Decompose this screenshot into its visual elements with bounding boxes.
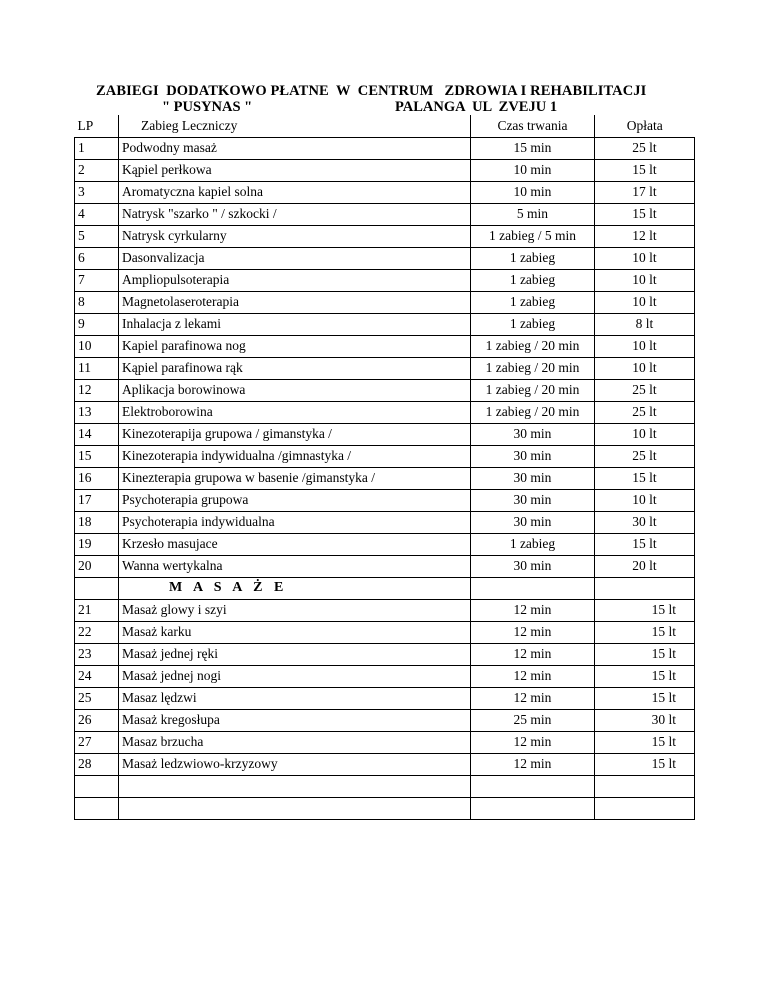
row-price: 10 lt <box>595 423 695 445</box>
row-lp: 2 <box>75 159 119 181</box>
row-duration: 5 min <box>471 203 595 225</box>
row-treatment: Natrysk "szarko " / szkocki / <box>119 203 471 225</box>
row-lp: 15 <box>75 445 119 467</box>
row-duration: 30 min <box>471 445 595 467</box>
row-duration: 30 min <box>471 511 595 533</box>
row-duration: 12 min <box>471 643 595 665</box>
table-row <box>75 643 695 665</box>
row-lp: 21 <box>75 599 119 621</box>
empty-row <box>75 797 695 819</box>
row-lp: 13 <box>75 401 119 423</box>
row-treatment: Kąpiel perłkowa <box>119 159 471 181</box>
row-price: 20 lt <box>595 555 695 577</box>
table-row <box>75 203 695 225</box>
table-row <box>75 181 695 203</box>
table-row <box>75 291 695 313</box>
row-lp: 16 <box>75 467 119 489</box>
row-duration: 10 min <box>471 181 595 203</box>
row-treatment: Inhalacja z lekami <box>119 313 471 335</box>
table-row <box>75 225 695 247</box>
row-price: 10 lt <box>595 291 695 313</box>
row-duration: 1 zabieg / 5 min <box>471 225 595 247</box>
row-duration: 30 min <box>471 423 595 445</box>
row-lp: 6 <box>75 247 119 269</box>
section-lp-empty <box>75 577 119 599</box>
table-row <box>75 335 695 357</box>
row-treatment: Masaz brzucha <box>119 731 471 753</box>
row-duration: 12 min <box>471 621 595 643</box>
table-row <box>75 269 695 291</box>
row-lp: 14 <box>75 423 119 445</box>
row-treatment: Masaż ledzwiowo-krzyzowy <box>119 753 471 775</box>
row-price: 15 lt <box>595 621 695 643</box>
row-price: 15 lt <box>595 159 695 181</box>
section-row-massage <box>75 577 695 599</box>
row-duration: 1 zabieg <box>471 247 595 269</box>
row-price: 10 lt <box>595 357 695 379</box>
row-price: 15 lt <box>595 203 695 225</box>
empty-cell <box>119 797 471 819</box>
row-duration: 1 zabieg / 20 min <box>471 357 595 379</box>
row-duration: 12 min <box>471 665 595 687</box>
row-price: 15 lt <box>595 533 695 555</box>
row-duration: 25 min <box>471 709 595 731</box>
row-lp: 27 <box>75 731 119 753</box>
table-row <box>75 665 695 687</box>
row-price: 30 lt <box>595 511 695 533</box>
row-price: 15 lt <box>595 467 695 489</box>
table-row <box>75 709 695 731</box>
row-duration: 1 zabieg <box>471 269 595 291</box>
row-price: 10 lt <box>595 269 695 291</box>
row-treatment: Masaż karku <box>119 621 471 643</box>
center-name: " PUSYNAS " <box>162 99 253 115</box>
row-treatment: Natrysk cyrkularny <box>119 225 471 247</box>
row-price: 15 lt <box>595 687 695 709</box>
row-price: 25 lt <box>595 137 695 159</box>
row-price: 25 lt <box>595 401 695 423</box>
row-price: 25 lt <box>595 445 695 467</box>
header-price: Opłata <box>595 115 695 137</box>
document-title: ZABIEGI DODATKOWO PŁATNE W CENTRUM ZDROWIA I REHABILITACJI <box>96 83 647 99</box>
table-row <box>75 445 695 467</box>
row-lp: 5 <box>75 225 119 247</box>
row-price: 12 lt <box>595 225 695 247</box>
table-row <box>75 423 695 445</box>
row-lp: 4 <box>75 203 119 225</box>
empty-cell <box>75 775 119 797</box>
row-price: 30 lt <box>595 709 695 731</box>
row-duration: 1 zabieg / 20 min <box>471 401 595 423</box>
row-price: 15 lt <box>595 731 695 753</box>
row-lp: 23 <box>75 643 119 665</box>
table-row <box>75 599 695 621</box>
row-price: 8 lt <box>595 313 695 335</box>
row-duration: 30 min <box>471 555 595 577</box>
section-title: M A S A Ż E <box>119 577 471 599</box>
table-row <box>75 401 695 423</box>
row-treatment: Kąpiel parafinowa rąk <box>119 357 471 379</box>
row-duration: 10 min <box>471 159 595 181</box>
row-treatment: Aromatyczna kapiel solna <box>119 181 471 203</box>
row-lp: 3 <box>75 181 119 203</box>
row-treatment: Wanna wertykalna <box>119 555 471 577</box>
row-lp: 24 <box>75 665 119 687</box>
empty-cell <box>471 797 595 819</box>
table-row <box>75 379 695 401</box>
row-treatment: Kapiel parafinowa nog <box>119 335 471 357</box>
row-treatment: Masaz lędzwi <box>119 687 471 709</box>
row-price: 17 lt <box>595 181 695 203</box>
row-price: 15 lt <box>595 665 695 687</box>
row-price: 10 lt <box>595 489 695 511</box>
table-row <box>75 533 695 555</box>
row-price: 15 lt <box>595 599 695 621</box>
row-lp: 28 <box>75 753 119 775</box>
row-treatment: Kinezoterapia indywidualna /gimnastyka / <box>119 445 471 467</box>
row-treatment: Podwodny masaż <box>119 137 471 159</box>
row-price: 15 lt <box>595 753 695 775</box>
row-treatment: Kinezoterapija grupowa / gimanstyka / <box>119 423 471 445</box>
row-treatment: Magnetolaseroterapia <box>119 291 471 313</box>
row-duration: 12 min <box>471 731 595 753</box>
row-lp: 20 <box>75 555 119 577</box>
header-lp: LP <box>75 115 119 137</box>
row-price: 15 lt <box>595 643 695 665</box>
section-price-empty <box>595 577 695 599</box>
row-lp: 12 <box>75 379 119 401</box>
empty-cell <box>595 797 695 819</box>
row-treatment: Dasonvalizacja <box>119 247 471 269</box>
table-row <box>75 313 695 335</box>
row-duration: 12 min <box>471 687 595 709</box>
row-duration: 1 zabieg / 20 min <box>471 379 595 401</box>
row-duration: 12 min <box>471 753 595 775</box>
row-lp: 19 <box>75 533 119 555</box>
row-lp: 18 <box>75 511 119 533</box>
row-treatment: Masaż kregosłupa <box>119 709 471 731</box>
row-treatment: Masaż glowy i szyi <box>119 599 471 621</box>
empty-cell <box>471 775 595 797</box>
table-header-row <box>75 115 695 137</box>
table-row <box>75 731 695 753</box>
row-lp: 10 <box>75 335 119 357</box>
table-row <box>75 511 695 533</box>
center-address: PALANGA UL ZVEJU 1 <box>395 99 558 115</box>
row-treatment: Krzesło masujace <box>119 533 471 555</box>
section-duration-empty <box>471 577 595 599</box>
row-duration: 12 min <box>471 599 595 621</box>
table-row <box>75 467 695 489</box>
table-row <box>75 753 695 775</box>
row-price: 10 lt <box>595 247 695 269</box>
row-lp: 25 <box>75 687 119 709</box>
row-lp: 9 <box>75 313 119 335</box>
row-duration: 30 min <box>471 467 595 489</box>
table-row <box>75 247 695 269</box>
row-price: 10 lt <box>595 335 695 357</box>
row-duration: 1 zabieg <box>471 313 595 335</box>
row-treatment: Psychoterapia indywidualna <box>119 511 471 533</box>
row-lp: 8 <box>75 291 119 313</box>
row-treatment: Masaż jednej ręki <box>119 643 471 665</box>
row-lp: 1 <box>75 137 119 159</box>
price-table <box>74 115 695 820</box>
row-treatment: Aplikacja borowinowa <box>119 379 471 401</box>
empty-cell <box>75 797 119 819</box>
header-duration: Czas trwania <box>471 115 595 137</box>
table-row <box>75 357 695 379</box>
row-lp: 17 <box>75 489 119 511</box>
row-lp: 26 <box>75 709 119 731</box>
row-lp: 11 <box>75 357 119 379</box>
row-treatment: Ampliopulsoterapia <box>119 269 471 291</box>
row-treatment: Masaż jednej nogi <box>119 665 471 687</box>
row-price: 25 lt <box>595 379 695 401</box>
row-treatment: Elektroborowina <box>119 401 471 423</box>
row-treatment: Psychoterapia grupowa <box>119 489 471 511</box>
table-row <box>75 555 695 577</box>
table-row <box>75 489 695 511</box>
row-duration: 1 zabieg <box>471 533 595 555</box>
row-treatment: Kinezterapia grupowa w basenie /gimanstyka / <box>119 467 471 489</box>
row-lp: 7 <box>75 269 119 291</box>
empty-cell <box>119 775 471 797</box>
row-duration: 30 min <box>471 489 595 511</box>
empty-row <box>75 775 695 797</box>
table-row <box>75 621 695 643</box>
table-row <box>75 687 695 709</box>
row-duration: 1 zabieg / 20 min <box>471 335 595 357</box>
row-duration: 1 zabieg <box>471 291 595 313</box>
header-treatment: Zabieg Leczniczy <box>119 115 471 137</box>
table-row <box>75 137 695 159</box>
table-row <box>75 159 695 181</box>
row-duration: 15 min <box>471 137 595 159</box>
row-lp: 22 <box>75 621 119 643</box>
empty-cell <box>595 775 695 797</box>
